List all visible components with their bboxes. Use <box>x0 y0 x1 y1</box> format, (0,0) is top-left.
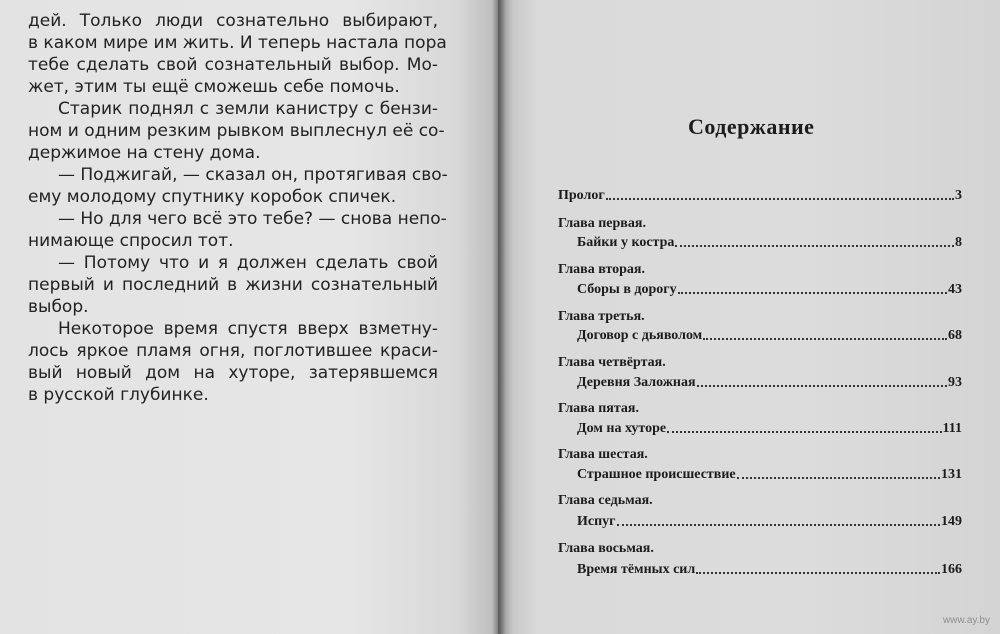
text-line: — Но для чего всё это тебе? — снова непо- <box>58 209 447 229</box>
dot-leader <box>606 198 954 200</box>
text-line: дей. Только люди сознательно выбирают, <box>28 11 438 31</box>
toc-entry <box>577 562 962 578</box>
dot-leader <box>697 385 947 387</box>
toc-page-number: 166 <box>941 562 962 577</box>
toc-entry-label: Сборы в дорогу <box>577 282 677 297</box>
toc-page-number: 8 <box>955 235 962 250</box>
toc-entry-label: Байки у костра <box>577 235 675 250</box>
toc-title: Содержание <box>688 114 815 139</box>
dot-leader <box>737 477 940 479</box>
toc-page-number: 93 <box>948 375 962 390</box>
dot-leader <box>675 245 954 247</box>
toc-entry-label: Пролог <box>558 188 605 203</box>
toc-page-number: 43 <box>948 282 962 297</box>
toc-entry <box>577 514 962 530</box>
toc-entry <box>577 235 962 251</box>
toc-entry-label: Испуг <box>577 514 616 529</box>
text-line: ном и одним резким рывком выплеснул её со- <box>28 121 445 141</box>
toc-chapter-heading: Глава восьмая. <box>558 541 654 556</box>
text-line: в каком мире им жить. И теперь настала пора <box>28 33 447 53</box>
toc-chapter-heading: Глава седьмая. <box>558 493 653 508</box>
text-line: тебе сделать свой сознательный выбор. Мо- <box>28 55 438 75</box>
text-line: нимающе спросил тот. <box>28 231 234 251</box>
text-line: ему молодому спутнику коробок спичек. <box>28 187 397 207</box>
text-line: лось яркое пламя огня, поглотившее краси- <box>28 341 438 361</box>
toc-chapter-heading: Глава вторая. <box>558 262 646 277</box>
toc-entry <box>577 375 962 391</box>
toc-chapter-heading: Глава четвёртая. <box>558 355 666 370</box>
toc-entry <box>577 421 962 437</box>
toc-chapter-heading: Глава первая. <box>558 216 646 231</box>
toc-entry <box>577 328 962 344</box>
dot-leader <box>678 292 947 294</box>
text-line: — Поджигай, — сказал он, протягивая сво- <box>58 165 448 185</box>
toc-entry-prologue <box>558 188 962 204</box>
toc-entry-label: Страшное происшествие <box>577 467 736 482</box>
toc-chapter-heading: Глава шестая. <box>558 447 648 462</box>
toc-chapter-heading: Глава пятая. <box>558 401 640 416</box>
watermark: www.ay.by <box>942 615 990 626</box>
text-line: Старик поднял с земли канистру с бензи- <box>58 99 438 119</box>
toc-page-number: 68 <box>948 328 962 343</box>
toc-entry-label: Деревня Заложная <box>577 375 696 390</box>
text-line: в русской глубинке. <box>28 385 209 405</box>
text-line: держимое на стену дома. <box>28 143 261 163</box>
dot-leader <box>703 338 947 340</box>
text-line: Некоторое время спустя вверх взметну- <box>58 319 438 339</box>
text-line: вый новый дом на хуторе, затерявшемся <box>28 363 438 383</box>
toc-entry-label: Время тёмных сил <box>577 562 696 577</box>
toc-entry-label: Договор с дьяволом <box>577 328 703 343</box>
dot-leader <box>617 524 940 526</box>
toc-page-number: 149 <box>941 514 962 529</box>
dot-leader <box>667 431 941 433</box>
dot-leader <box>696 572 940 574</box>
text-line: первый и последний в жизни сознательный <box>28 275 438 295</box>
toc-chapter-heading: Глава третья. <box>558 309 645 324</box>
book-gutter <box>492 0 506 634</box>
text-line: жет, этим ты ещё сможешь себе помочь. <box>28 77 400 97</box>
left-page <box>0 0 498 634</box>
toc-page-number: 131 <box>941 467 962 482</box>
toc-page-number: 3 <box>955 188 962 203</box>
text-line: — Потому что и я должен сделать свой <box>58 253 438 273</box>
text-line: выбор. <box>28 297 89 317</box>
toc-entry <box>577 282 962 298</box>
story-text <box>28 10 448 406</box>
toc-page-number: 111 <box>942 421 962 436</box>
toc-entry-label: Дом на хуторе <box>577 421 667 436</box>
toc-entry <box>577 467 962 483</box>
